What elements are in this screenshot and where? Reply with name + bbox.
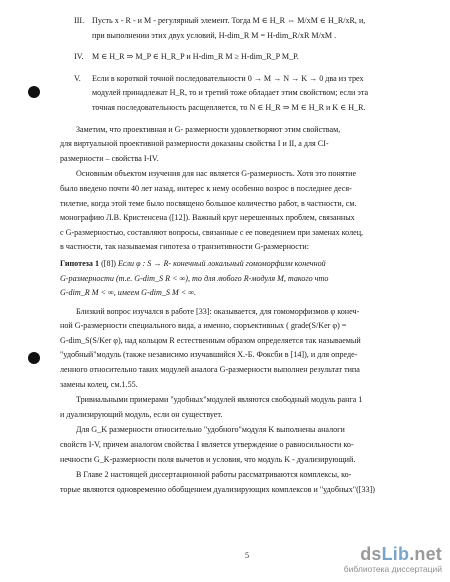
text-line: "удобный"модуль (также независимо изучавшийся Х.-Б. Фоксби в [14]), и для опреде- xyxy=(60,350,358,360)
binder-hole-top xyxy=(28,86,40,98)
paragraph-properties-note xyxy=(60,123,434,167)
text-line: Тривиальными примерами "удобных"модулей являются свободный модуль ранга 1 xyxy=(76,395,363,405)
list-item-number: IV. xyxy=(74,52,84,62)
list-item-iii xyxy=(60,14,434,43)
text-line: G-dim_S(S/Ker φ), над кольцом R естественным образом определяется так называемый xyxy=(60,335,361,345)
list-item-number: III. xyxy=(74,16,85,25)
paragraph-related-question xyxy=(60,305,434,393)
hypothesis-text: Если φ : S → R- конечный локальный гомоморфизм конечной xyxy=(117,258,326,268)
text-line: В Главе 2 настоящей диссертационной работы рассматриваются комплексы, ко- xyxy=(76,470,352,480)
text-line xyxy=(60,257,434,272)
hypothesis-reference: ([8]) xyxy=(101,258,116,268)
text-line: Для G_K размерности относительно "удобного"модуля K выполнены аналоги xyxy=(76,425,345,435)
text-line: для виртуальной проективной размерности доказаны свойства I и II, а для CI- xyxy=(60,139,329,149)
text-line: Пусть x - R - и M - регулярный элемент. Тогда M ∈ H_R ⇔ M/xM ∈ H_R/xR, и, xyxy=(92,16,366,25)
text-line: свойств I-V, причем аналогом свойства I является утверждение о равносильности ко- xyxy=(60,440,354,450)
text-line: в частности, так называемая гипотеза о транзитивности G-размерности: xyxy=(60,242,310,252)
watermark-caption: библиотека диссертаций xyxy=(343,564,442,574)
text-line: Основным объектом изучения для нас является G-размерность. Хотя это понятие xyxy=(76,169,357,179)
watermark-logo xyxy=(312,544,442,564)
watermark xyxy=(312,544,442,574)
text-line: нечности G_K-размерности поля вычетов и условия, что модуль K - дуализирующий. xyxy=(60,454,356,464)
paragraph-chapter-2 xyxy=(60,468,434,497)
logo-suffix: .net xyxy=(409,544,442,564)
text-line: при выполнении этих двух условий, H-dim_R M = H-dim_R/xR M/xM . xyxy=(92,30,337,40)
page-number: 5 xyxy=(244,551,250,560)
text-line: M ∈ H_R ⇒ M_P ∈ H_R_P и H-dim_R M ≥ H-dim_R_P M_P. xyxy=(92,52,299,62)
text-line: ленного относительно таких модулей аналога G-размерности выполнен результат типа xyxy=(60,365,360,375)
text-line: Заметим, что проективная и G- размерности удовлетворяют этим свойствам, xyxy=(76,124,341,134)
text-line: было введено почти 40 лет назад, интерес к нему особенно возрос в последнее деся- xyxy=(60,183,352,193)
text-line: Если в короткой точной последовательности 0 → M → N → K → 0 два из трех xyxy=(92,73,364,83)
list-item-number: V. xyxy=(74,73,81,83)
logo-prefix: ds xyxy=(360,544,382,564)
text-line: модулей принадлежат H_R, то и третий тоже обладает этим свойством; если эта xyxy=(92,88,369,98)
text-line: и дуализирующий модуль, если он существует. xyxy=(60,409,223,419)
logo-accent: Lib xyxy=(381,544,410,564)
text-line: с G-размерностью, составляют вопросы, связанные с ее поведением при заменах колец, xyxy=(60,227,364,237)
list-item-iv xyxy=(60,50,434,65)
text-line: монографию Л.В. Кристенсена ([12]). Важный круг нерешенных проблем, связанных xyxy=(60,213,355,223)
paragraph-g-dimension xyxy=(60,167,434,255)
hypothesis-block xyxy=(60,257,434,301)
text-line: размерности – свойства I-IV. xyxy=(60,153,159,163)
paragraph-gk-dimension xyxy=(60,423,434,467)
paragraph-trivial-examples xyxy=(60,393,434,422)
text-line: тилетие, когда этой теме было посвящено большое количество работ, в частности, см. xyxy=(60,198,357,208)
text-line: Близкий вопрос изучался в работе [33]: оказывается, для гомоморфизмов φ конеч- xyxy=(76,306,360,316)
text-line: G-dim_R M < ∞, имеем G-dim_S M < ∞. xyxy=(60,288,196,298)
text-line: G-размерности (т.е. G-dim_S R < ∞), то для любого R-модуля M, такого что xyxy=(60,273,329,283)
text-line: ной G-размерности специального вида, а именно, сюръективных ( grade(S/Ker φ) = xyxy=(60,321,347,331)
list-item-v xyxy=(60,72,434,116)
binder-hole-bottom xyxy=(28,352,40,364)
text-line: торые являются одновременно обобщением дуализирующих комплексов и "удобных"([33]) xyxy=(60,484,375,494)
text-line: замены колец, см.1.55. xyxy=(60,379,138,389)
text-line: точная последовательность расщепляется, то N ∈ H_R ⇒ M ∈ H_R и K ∈ H_R. xyxy=(92,102,366,112)
hypothesis-title: Гипотеза 1 xyxy=(60,258,100,268)
